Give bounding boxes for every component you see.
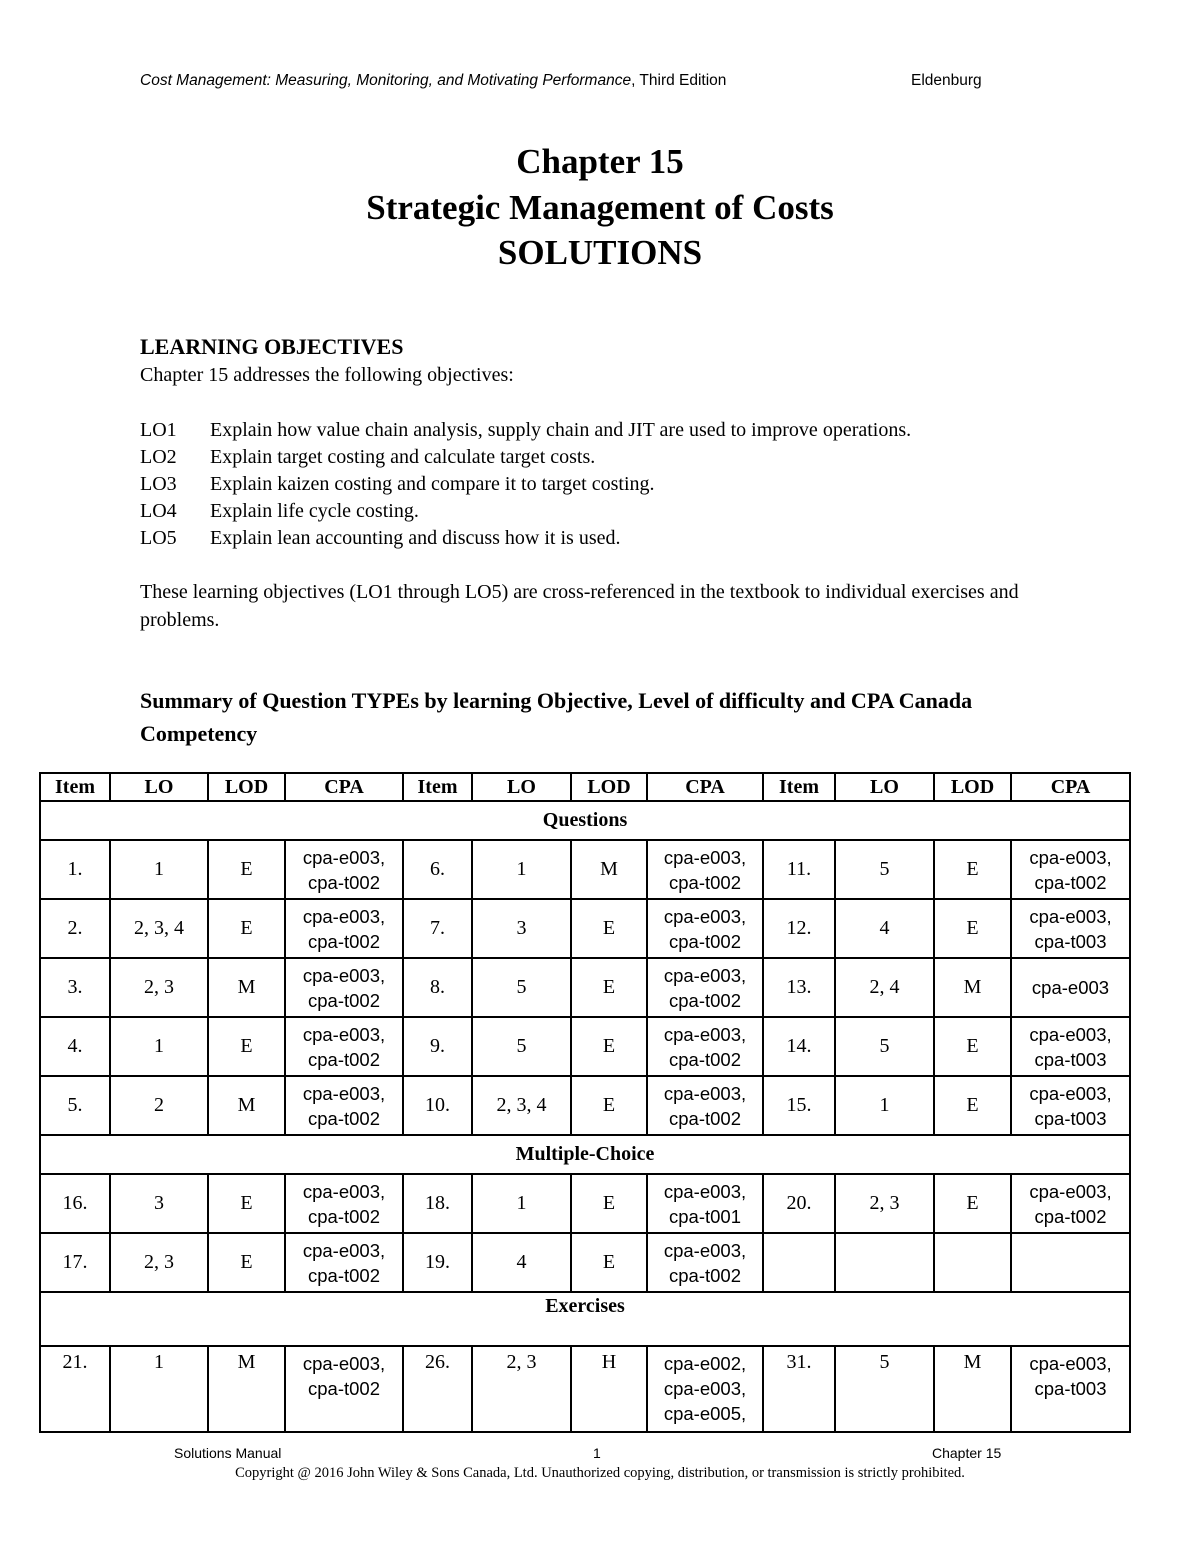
objective-code: LO1 (140, 419, 177, 441)
lod-cell: M (208, 1346, 285, 1432)
lo-cell: 2, 3, 4 (110, 899, 208, 958)
cpa-code: cpa-t003 (1034, 930, 1107, 952)
cpa-cell (1011, 1017, 1130, 1076)
objective-item (140, 444, 911, 471)
lod-cell: M (208, 958, 285, 1017)
cpa-cell (1011, 958, 1130, 1017)
item-cell: 7. (403, 899, 472, 958)
column-header: LO (110, 773, 208, 801)
summary-title: Summary of Question TYPEs by learning Objective, Level of difficulty and CPA Canada Competency (140, 688, 973, 746)
item-cell: 13. (763, 958, 835, 1017)
lod-cell: H (571, 1346, 647, 1432)
lo-cell: 1 (110, 1017, 208, 1076)
lod-cell: E (934, 1174, 1011, 1233)
cpa-code: cpa-t002 (308, 1048, 380, 1070)
item-cell: 12. (763, 899, 835, 958)
cpa-code: cpa-e003, (302, 905, 386, 927)
cpa-cell (1011, 840, 1130, 899)
lo-cell: 2, 3 (110, 958, 208, 1017)
lo-cell: 1 (472, 840, 571, 899)
item-cell: 15. (763, 1076, 835, 1135)
lod-cell: E (571, 1233, 647, 1292)
cpa-code: cpa-e003, (663, 905, 747, 927)
table-row (40, 1017, 1130, 1076)
cpa-cell (647, 1233, 763, 1292)
cpa-code: cpa-e003, (1029, 1353, 1112, 1374)
cpa-code: cpa-e003, (302, 964, 386, 986)
lo-cell: 2, 3 (835, 1174, 934, 1233)
lo-cell: 5 (835, 1346, 934, 1432)
item-cell: 3. (40, 958, 110, 1017)
objectives-list (140, 417, 911, 552)
footer-manual: Solutions Manual (174, 1445, 282, 1461)
cpa-code: cpa-t002 (669, 871, 741, 893)
lo-cell: 2, 3 (110, 1233, 208, 1292)
cpa-cell (285, 840, 403, 899)
lod-cell: E (571, 1076, 647, 1135)
cpa-cell (285, 1233, 403, 1292)
cpa-code: cpa-t002 (1034, 1205, 1107, 1227)
cpa-cell (285, 1017, 403, 1076)
cpa-code: cpa-e003, (302, 1180, 386, 1202)
section-multiple-choice: Multiple-Choice (40, 1135, 1130, 1174)
cpa-code: cpa-e002, (663, 1353, 747, 1374)
objective-item (140, 498, 911, 525)
lod-cell: E (934, 899, 1011, 958)
objective-item (140, 417, 911, 444)
lod-cell: M (934, 958, 1011, 1017)
cpa-code: cpa-t002 (308, 871, 380, 893)
book-title: Cost Management: Measuring, Monitoring, and Motivating Performance (140, 72, 632, 89)
table-row (40, 840, 1130, 899)
cpa-code: cpa-t002 (308, 1205, 380, 1227)
cpa-cell (285, 1346, 403, 1432)
lo-cell: 3 (110, 1174, 208, 1233)
cpa-code: cpa-e003, (302, 1023, 386, 1045)
item-cell: 16. (40, 1174, 110, 1233)
section-row (40, 1135, 1130, 1174)
column-header: Item (763, 773, 835, 801)
lod-cell: E (571, 1174, 647, 1233)
cpa-cell (647, 1076, 763, 1135)
item-cell: 9. (403, 1017, 472, 1076)
objective-item (140, 525, 911, 552)
item-cell: 21. (40, 1346, 110, 1432)
cpa-code: cpa-t003 (1034, 1378, 1107, 1399)
lod-cell: E (571, 1017, 647, 1076)
lo-cell: 3 (472, 899, 571, 958)
item-cell: 4. (40, 1017, 110, 1076)
lo-cell: 5 (835, 840, 934, 899)
item-cell: 17. (40, 1233, 110, 1292)
lod-cell: E (208, 1017, 285, 1076)
objective-text: Explain kaizen costing and compare it to target costing. (210, 473, 655, 495)
cpa-code: cpa-t001 (669, 1205, 741, 1227)
lo-cell: 2, 4 (835, 958, 934, 1017)
cpa-code: cpa-e003, (302, 1082, 386, 1104)
summary-table (39, 772, 1131, 1433)
cpa-cell (647, 1017, 763, 1076)
objectives-note: These learning objectives (LO1 through LO5) are cross-referenced in the textbook to individual exercises and problems. (140, 581, 1019, 631)
objectives-intro: Chapter 15 addresses the following objectives: (140, 364, 514, 386)
cpa-cell (285, 899, 403, 958)
lo-cell: 1 (835, 1076, 934, 1135)
item-cell (763, 1233, 835, 1292)
column-header: CPA (285, 773, 403, 801)
lo-cell: 1 (472, 1174, 571, 1233)
copyright-notice: Copyright @ 2016 John Wiley & Sons Canada, Ltd. Unauthorized copying, distribution, or transmission is strictly prohibited. (235, 1465, 965, 1481)
cpa-cell (285, 958, 403, 1017)
cpa-code: cpa-e003, (663, 1239, 747, 1261)
objectives-heading: LEARNING OBJECTIVES (140, 334, 404, 359)
cpa-code: cpa-e003, (663, 846, 747, 868)
lod-cell: E (934, 1017, 1011, 1076)
running-header-book-title (140, 72, 726, 90)
objective-code: LO3 (140, 473, 177, 495)
cpa-code: cpa-e003, (663, 1180, 747, 1202)
lod-cell: E (934, 840, 1011, 899)
cpa-code: cpa-e003, (1029, 1082, 1112, 1104)
lod-cell: M (571, 840, 647, 899)
section-row (40, 801, 1130, 840)
cpa-cell (1011, 1076, 1130, 1135)
lod-cell: M (934, 1346, 1011, 1432)
section-row (40, 1292, 1130, 1346)
cpa-code: cpa-e003, (302, 1353, 386, 1374)
solutions-title: SOLUTIONS (497, 233, 703, 272)
cpa-code: cpa-t002 (669, 1264, 741, 1286)
column-header: LOD (571, 773, 647, 801)
chapter-title: Chapter 15 (516, 142, 684, 181)
item-cell: 1. (40, 840, 110, 899)
objective-text: Explain life cycle costing. (210, 500, 419, 522)
column-header: Item (40, 773, 110, 801)
item-cell: 14. (763, 1017, 835, 1076)
column-header: CPA (647, 773, 763, 801)
lod-cell: E (571, 899, 647, 958)
lo-cell: 5 (472, 1017, 571, 1076)
cpa-cell (647, 1346, 763, 1432)
item-cell: 6. (403, 840, 472, 899)
objective-code: LO4 (140, 500, 177, 522)
section-questions: Questions (40, 801, 1130, 840)
cpa-code: cpa-e003 (1031, 977, 1110, 998)
cpa-cell (647, 958, 763, 1017)
cpa-code: cpa-e003, (1029, 1180, 1112, 1202)
objective-item (140, 471, 911, 498)
cpa-code: cpa-t002 (308, 930, 380, 952)
cpa-code: cpa-t003 (1034, 1107, 1107, 1129)
cpa-code: cpa-e005, (663, 1403, 747, 1424)
column-header: LOD (934, 773, 1011, 801)
table-row (40, 958, 1130, 1017)
lo-cell (835, 1233, 934, 1292)
item-cell: 11. (763, 840, 835, 899)
cpa-code: cpa-t002 (1034, 871, 1107, 893)
item-cell: 31. (763, 1346, 835, 1432)
column-header: CPA (1011, 773, 1130, 801)
lod-cell: M (208, 1076, 285, 1135)
page-number: 1 (593, 1445, 601, 1461)
cpa-code: cpa-t002 (308, 1264, 380, 1286)
cpa-code: cpa-t002 (669, 989, 741, 1011)
item-cell: 19. (403, 1233, 472, 1292)
objective-text: Explain lean accounting and discuss how it is used. (210, 527, 621, 549)
footer-chapter: Chapter 15 (932, 1445, 1002, 1461)
cpa-code: cpa-e003, (663, 1082, 747, 1104)
cpa-cell (647, 840, 763, 899)
lo-cell: 2 (110, 1076, 208, 1135)
lo-cell: 1 (110, 840, 208, 899)
cpa-cell (1011, 1233, 1130, 1292)
item-cell: 20. (763, 1174, 835, 1233)
table-row (40, 899, 1130, 958)
lo-cell: 5 (472, 958, 571, 1017)
lo-cell: 4 (835, 899, 934, 958)
cpa-code: cpa-e003, (663, 964, 747, 986)
lod-cell (934, 1233, 1011, 1292)
running-header-author: Eldenburg (911, 72, 982, 89)
cpa-code: cpa-t003 (1034, 1048, 1107, 1070)
cpa-code: cpa-t002 (308, 1107, 380, 1129)
cpa-code: cpa-e003, (1029, 1023, 1112, 1045)
objective-code: LO5 (140, 527, 177, 549)
item-cell: 18. (403, 1174, 472, 1233)
cpa-code: cpa-t002 (308, 989, 380, 1011)
table-row (40, 1076, 1130, 1135)
objective-text: Explain how value chain analysis, supply chain and JIT are used to improve operations. (210, 419, 912, 441)
table-row (40, 1233, 1130, 1292)
header-row (40, 773, 1130, 801)
lo-cell: 2, 3, 4 (472, 1076, 571, 1135)
cpa-code: cpa-e003, (663, 1378, 747, 1399)
cpa-code: cpa-e003, (663, 1023, 747, 1045)
column-header: LO (472, 773, 571, 801)
chapter-subtitle: Strategic Management of Costs (366, 188, 834, 227)
section-exercises: Exercises (40, 1292, 1130, 1346)
cpa-code: cpa-e003, (302, 846, 386, 868)
cpa-code: cpa-e003, (302, 1239, 386, 1261)
column-header: LOD (208, 773, 285, 801)
cpa-cell (1011, 1174, 1130, 1233)
cpa-cell (285, 1076, 403, 1135)
edition: , Third Edition (631, 72, 727, 89)
cpa-cell (285, 1174, 403, 1233)
item-cell: 8. (403, 958, 472, 1017)
lod-cell: E (208, 840, 285, 899)
cpa-cell (647, 899, 763, 958)
item-cell: 2. (40, 899, 110, 958)
cpa-code: cpa-t002 (308, 1378, 380, 1399)
cpa-cell (1011, 1346, 1130, 1432)
lo-cell: 2, 3 (472, 1346, 571, 1432)
lod-cell: E (571, 958, 647, 1017)
objective-text: Explain target costing and calculate target costs. (210, 446, 596, 468)
table-row (40, 1346, 1130, 1432)
table-row (40, 1174, 1130, 1233)
lod-cell: E (208, 1233, 285, 1292)
lo-cell: 4 (472, 1233, 571, 1292)
cpa-code: cpa-e003, (1029, 846, 1112, 868)
cpa-code: cpa-t002 (669, 930, 741, 952)
lod-cell: E (934, 1076, 1011, 1135)
cpa-code: cpa-e003, (1029, 905, 1112, 927)
lod-cell: E (208, 1174, 285, 1233)
cpa-code: cpa-t002 (669, 1107, 741, 1129)
lo-cell: 5 (835, 1017, 934, 1076)
item-cell: 26. (403, 1346, 472, 1432)
cpa-cell (1011, 899, 1130, 958)
lod-cell: E (208, 899, 285, 958)
lo-cell: 1 (110, 1346, 208, 1432)
item-cell: 5. (40, 1076, 110, 1135)
column-header: Item (403, 773, 472, 801)
item-cell: 10. (403, 1076, 472, 1135)
cpa-code: cpa-t002 (669, 1048, 741, 1070)
cpa-cell (647, 1174, 763, 1233)
column-header: LO (835, 773, 934, 801)
objective-code: LO2 (140, 446, 177, 468)
